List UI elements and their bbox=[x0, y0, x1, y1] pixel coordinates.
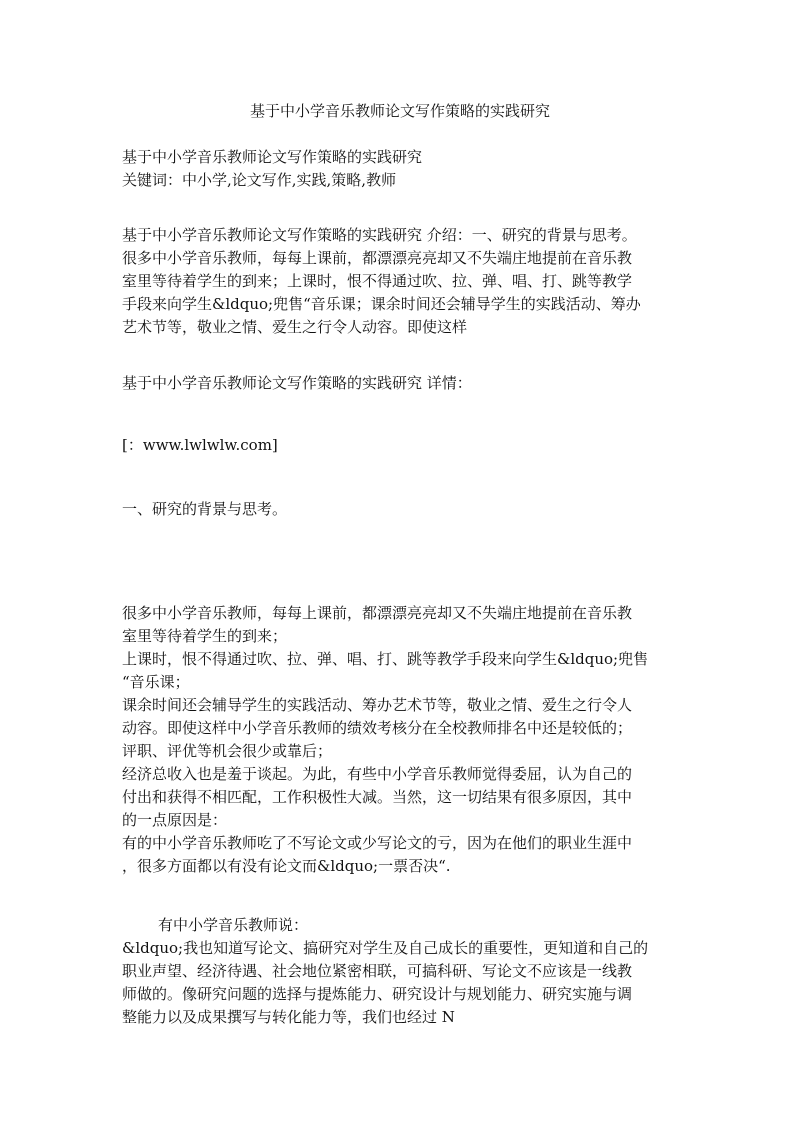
quote-paragraph bbox=[122, 914, 682, 1029]
header-block bbox=[122, 146, 682, 192]
quote-line: 整能力以及成果撰写与转化能力等，我们也经过 N bbox=[122, 1008, 455, 1026]
body-line: 室里等待着学生的到来； bbox=[122, 627, 288, 645]
section-heading-block bbox=[122, 498, 682, 521]
body-paragraph bbox=[122, 602, 682, 878]
quote-line: 师做的。像研究问题的选择与提炼能力、研究设计与规划能力、研究实施与调 bbox=[122, 985, 633, 1003]
body-line: 很多中小学音乐教师，每每上课前，都漂漂亮亮却又不失端庄地提前在音乐教 bbox=[122, 604, 633, 622]
body-line: 的一点原因是： bbox=[122, 811, 228, 829]
keywords: 关键词：中小学,论文写作,实践,策略,教师 bbox=[122, 171, 397, 189]
body-line: ，很多方面都以有没有论文而&ldquo;一票否决“. bbox=[122, 857, 451, 875]
quote-line: 职业声望、经济待遇、社会地位紧密相联，可搞科研、写论文不应该是一线教 bbox=[122, 962, 633, 980]
body-line: 上课时，恨不得通过吹、拉、弹、唱、打、跳等教学手段来向学生&ldquo;兜售 bbox=[122, 650, 649, 668]
body-line: 课余时间还会辅导学生的实践活动、筹办艺术节等，敬业之情、爱生之行令人 bbox=[122, 696, 633, 714]
intro-line: 手段来向学生&ldquo;兜售“音乐课；课余时间还会辅导学生的实践活动、筹办 bbox=[122, 295, 641, 313]
quote-line: &ldquo;我也知道写论文、搞研究对学生及自己成长的重要性，更知道和自己的 bbox=[122, 939, 649, 957]
body-line: 有的中小学音乐教师吃了不写论文或少写论文的亏，因为在他们的职业生涯中 bbox=[122, 834, 633, 852]
intro-line: 艺术节等，敬业之情、爱生之行令人动容。即使这样 bbox=[122, 318, 468, 336]
page-title: 基于中小学音乐教师论文写作策略的实践研究 bbox=[249, 102, 550, 120]
section-heading: 一、研究的背景与思考。 bbox=[122, 500, 288, 518]
details-heading bbox=[122, 372, 682, 395]
source-link-block bbox=[122, 434, 682, 457]
intro-line: 室里等待着学生的到来；上课时，恨不得通过吹、拉、弹、唱、打、跳等教学 bbox=[122, 272, 633, 290]
intro-line: 基于中小学音乐教师论文写作策略的实践研究 介绍：一、研究的背景与思考。 bbox=[122, 226, 637, 244]
details-heading-text: 基于中小学音乐教师论文写作策略的实践研究 详情： bbox=[122, 374, 472, 392]
body-line: 动容。即使这样中小学音乐教师的绩效考核分在全校教师排名中还是较低的； bbox=[122, 719, 633, 737]
quote-intro: 有中小学音乐教师说： bbox=[158, 916, 309, 934]
body-line: 评职、评优等机会很少或靠后； bbox=[122, 742, 333, 760]
intro-paragraph bbox=[122, 224, 682, 339]
body-line: 经济总收入也是羞于谈起。为此，有些中小学音乐教师觉得委屈，认为自己的 bbox=[122, 765, 633, 783]
body-line: “音乐课； bbox=[122, 673, 190, 691]
source-link[interactable]: [：www.lwlwlw.com] bbox=[122, 436, 278, 454]
body-line: 付出和获得不相匹配，工作积极性大减。当然，这一切结果有很多原因，其中 bbox=[122, 788, 633, 806]
intro-line: 很多中小学音乐教师，每每上课前，都漂漂亮亮却又不失端庄地提前在音乐教 bbox=[122, 249, 633, 267]
subtitle: 基于中小学音乐教师论文写作策略的实践研究 bbox=[122, 148, 423, 166]
